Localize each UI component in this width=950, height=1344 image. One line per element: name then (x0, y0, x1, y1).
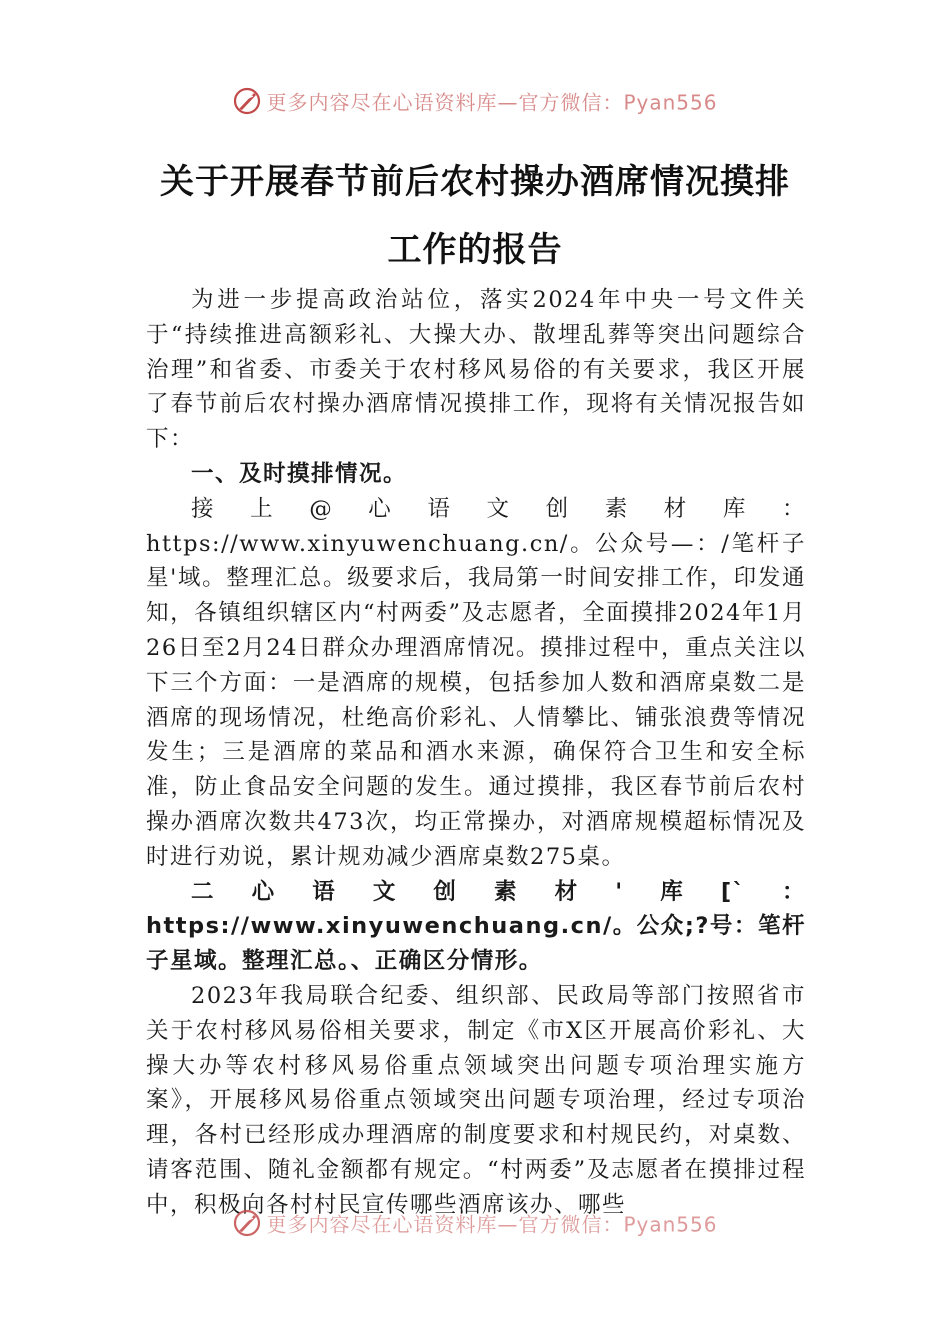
watermark-text: 更多内容尽在心语资料库—官方微信：Pyan556 (266, 90, 718, 115)
document-title-line-1: 关于开展春节前后农村操办酒席情况摸排 (160, 162, 790, 202)
quill-logo-icon (232, 1208, 262, 1238)
watermark-text: 更多内容尽在心语资料库—官方微信：Pyan556 (266, 1212, 718, 1237)
intro-paragraph: 为进一步提高政治站位，落实2024年中央一号文件关于“持续推进高额彩礼、大操大办、散埋乱葬等突出问题综合治理”和省委、市委关于农村移风易俗的有关要求，我区开展了春节前后农村操办酒席情况摸排工作，现将有关情况报告如下： (146, 287, 806, 453)
section-2-paragraph: 2023年我局联合纪委、组织部、民政局等部门按照省市关于农村移风易俗相关要求，制定《市X区开展高价彩礼、大操大办等农村移风易俗重点领域突出问题专项治理实施方案》，开展移风易俗重点领域突出问题专项治理，经过专项治理，各村已经形成办理酒席的制度要求和村规民约，对桌数、请客范围、随礼金额都有规定。“村两委”及志愿者在摸排过程中，积极向各村村民宣传哪些酒席该办、哪些 (146, 982, 806, 1218)
section-2-heading: 二心语文创素材'库[`：https://www.xinyuwenchuang.cn/。公众;?号：笔杆子星域。整理汇总。、正确区分情形。 (146, 878, 806, 975)
section-1-heading: 一、及时摸排情况。 (191, 460, 408, 487)
document-title-line-2: 工作的报告 (387, 230, 563, 270)
watermark-footer (0, 1208, 950, 1238)
document-body (146, 283, 806, 1218)
section-1-paragraph: 接上@心语文创素材库：https://www.xinyuwenchuang.cn/。公众号—：/笔杆子星'域。整理汇总。级要求后，我局第一时间安排工作，印发通知，各镇组织辖区内“村两委”及志愿者，全面摸排2024年1月26日至2月24日群众办理酒席情况。摸排过程中，重点关注以下三个方面：一是酒席的规模，包括参加人数和酒席桌数二是酒席的现场情况，杜绝高价彩礼、人情攀比、铺张浪费等情况发生；三是酒席的菜品和酒水来源，确保符合卫生和安全标准，防止食品安全问题的发生。通过摸排，我区春节前后农村操办酒席次数共473次，均正常操办，对酒席规模超标情况及时进行劝说，累计规劝减少酒席桌数275桌。 (146, 495, 806, 870)
